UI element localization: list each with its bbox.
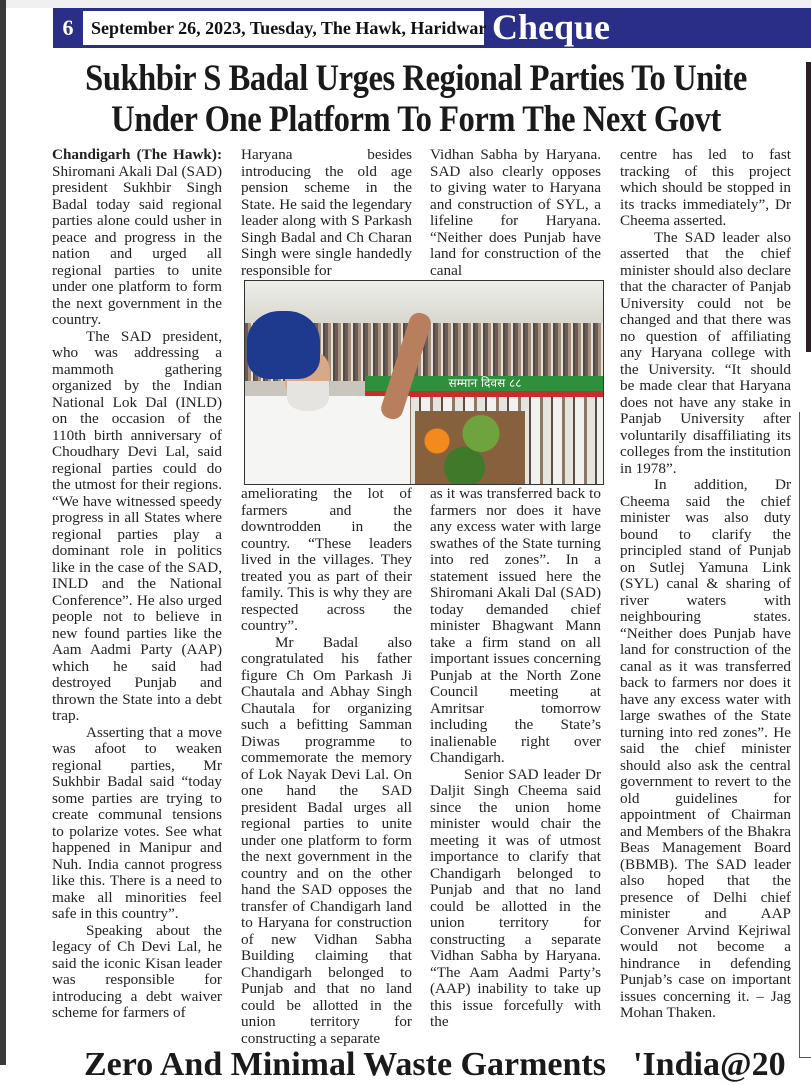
paragraph: The SAD leader also asserted that the chief minister should also declare that the character of Panjab University could not be changed and that there was no question of affiliating any Haryana college with the University. “It should be made clear that Haryana does not have any stake in Panjab University after voluntarily disaffiliating its colleges from the institution in 1978”. (620, 228, 791, 477)
section-title: Cheque (492, 7, 611, 47)
next-article-headline-right: 'India@20 (633, 1046, 786, 1083)
lead-paragraph (52, 147, 222, 329)
page-number: 6 (62, 15, 74, 40)
article-column-3-bottom (430, 486, 601, 1031)
photo-banner: सम्मान दिवस ८८ (365, 376, 604, 391)
headline-line-1: Sukhbir S Badal Urges Regional Parties To Unite (85, 58, 747, 99)
paragraph: Vidhan Sabha by Haryana. SAD also clearly opposes to giving water to Haryana and construction of SYL, a lifeline for Haryana. “Neither does Punjab have land for construction of the canal (430, 146, 601, 279)
article-column-2-top (241, 147, 412, 279)
paragraph: Senior SAD leader Dr Daljit Singh Cheema said since the union home minister would chair the meeting it was of utmost importance to clarify that Chandigarh belonged to Punjab and that no land could be allotted in the union territory for constructing a separate Vidhan Sabha by Haryana. “The Aam Aadmi Party’s (AAP) inability to take up this issue forcefully with the (430, 765, 601, 1030)
paragraph: Speaking about the legacy of Ch Devi Lal, he said the iconic Kisan leader was responsible for introducing a debt waiver scheme for farmers of (52, 921, 222, 1021)
paragraph: centre has led to fast tracking of this project which should be stopped in its tracks immediately”, Dr Cheema asserted. (620, 146, 791, 229)
paragraph: as it was transferred back to farmers nor does it have any excess water with large swathes of the State turning into red zones”. In a statement issued here the Shiromani Akali Dal (SAD) today demanded chief minister Bhagwant Mann take a firm stand on all important issues concerning Punjab at the North Zone Council meeting at Amritsar tomorrow including the State’s inalienable right over Chandigarh. (430, 485, 601, 766)
photo-flowers (415, 411, 525, 485)
adjacent-article-photo-edge (806, 62, 811, 352)
dateline: September 26, 2023, Tuesday, The Hawk, Haridwar (83, 11, 484, 45)
paragraph: In addition, Dr Cheema said the chief minister was also duty bound to clarify the principled stand of Punjab on Sutlej Yamuna Link (SYL) canal & sharing of river waters with neighbouring states. “Neither does Punjab have land for construction of the canal as it was transferred back to farmers nor does it have any excess water with large swathes of the State turning into red zones”. He said the chief minister should also ask the central government to revert to the old guidelines for appointment of Chairman and Members of the Bhakra Beas Management Board (BBMB). The SAD leader also hoped that the presence of Delhi chief minister and AAP Convener Arvind Kejriwal would not become a hindrance in defending Punjab’s case on important issues concerning it. – Jag Mohan Thaken. (620, 476, 791, 1021)
column-divider-bottom (799, 1057, 811, 1058)
paragraph: The SAD president, who was addressing a mammoth gathering organized by the Indian National Lok Dal (INLD) on the occasion of the 110th birth anniversary of Choudhary Devi Lal, said regional parties could do the utmost for their regions. “We have witnessed speedy progress in all States where regional parties play a dominant role in politics like in the case of the SAD, INLD and the National Conference”. He also urged people not to believe in new found parties like the Aam Aadmi Party (AAP) which he said had destroyed Punjab and thrown the State into a debt trap. (52, 327, 222, 724)
column-divider (799, 412, 800, 1057)
dateline-lead: Chandigarh (The Hawk): (52, 146, 222, 163)
article-column-3-top (430, 147, 601, 279)
paragraph-text: Shiromani Akali Dal (SAD) president Sukhbir Singh Badal today said regional parties alone could usher in peace and progress in the nation and urged all regional parties to unite under one platform to form the next government in the country. (52, 162, 222, 328)
article-column-2-bottom (241, 486, 412, 1047)
article-photo (244, 280, 604, 485)
photo-speaker-beard (287, 381, 329, 411)
viewer-left-gutter (0, 0, 6, 1065)
article-headline (85, 58, 747, 140)
photo-blue-turban (247, 311, 320, 379)
paragraph: Asserting that a move was afoot to weaken regional parties, Mr Sukhbir Badal said “today some parties are trying to create communal tensions to polarize votes. See what happened in Manipur and Nuh. India cannot progress like this. There is a need to make all minorities feel safe in this country”. (52, 723, 222, 922)
viewer-top-strip (0, 0, 811, 8)
article-column-1 (52, 147, 222, 1022)
paragraph: ameliorating the lot of farmers and the downtrodden in the country. “These leaders lived in the villages. They treated you as part of their family. This is why they are respected across the country”. (241, 485, 412, 634)
headline-line-2: Under One Platform To Form The Next Govt (111, 99, 721, 140)
next-article-headline: Zero And Minimal Waste Garments (84, 1046, 606, 1083)
paragraph: Haryana besides introducing the old age pension scheme in the State. He said the legendary leader along with S Parkash Singh Badal and Ch Charan Singh were single handedly responsible for (241, 146, 412, 279)
article-column-4 (620, 147, 791, 1022)
paragraph: Mr Badal also congratulated his father figure Ch Om Parkash Ji Chautala and Abhay Singh Chautala for organizing such a befitting Samman Diwas programme to commemorate the memory of Lok Nayak Devi Lal. On one hand the SAD president Badal urges all regional parties to unite under one platform to form the next government in the country and on the other hand the SAD opposes the transfer of Chandigarh land to Haryana for construction of new Vidhan Sabha Building claiming that Chandigarh belonged to Punjab and that no land could be allotted in the union territory for constructing a separate (241, 633, 412, 1047)
page-masthead (53, 8, 811, 48)
